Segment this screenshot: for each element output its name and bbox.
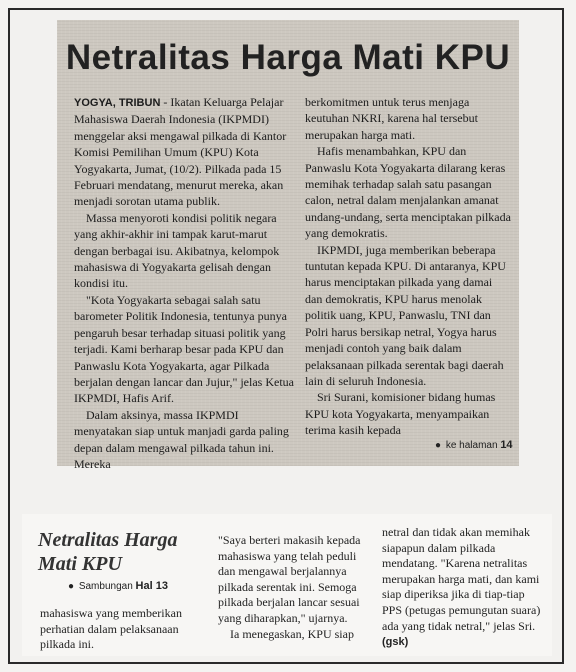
continuation-column-2 bbox=[218, 533, 376, 642]
paragraph: IKPMDI, juga memberikan beberapa tuntutan kepada KPU. Di antaranya, KPU harus menciptakan pilkada yang damai dan demokratis, KPU harus menolak politik uang, KPU, Panwaslu, TNI dan Polri harus bersikap netral, Yogya harus menjadi contoh yang baik dalam pelaksanaan pilkada serentak bagi daerah lain di seluruh Indonesia. bbox=[305, 242, 506, 388]
paragraph: netral dan tidak akan memihak siapapun dalam pilkada mendatang. "Karena netralitas merupakan harga mati, dan kami siap diperiksa jika di tiap-tiap PPS (petugas pemungutan suara) ada yang tidak netral," jelas Sri. bbox=[382, 525, 541, 633]
continuation-column-1 bbox=[40, 606, 205, 653]
sambungan-page: Hal 13 bbox=[135, 580, 168, 592]
continuation-clipping bbox=[22, 514, 552, 656]
dateline: YOGYA, TRIBUN bbox=[74, 97, 161, 109]
paragraph: Dalam aksinya, massa IKPMDI menyatakan siap untuk manjadi garda paling depan dalam mengawal pilkada tahun ini. Mereka bbox=[74, 407, 289, 471]
jump-page: 14 bbox=[500, 439, 513, 451]
bullet-icon: ● bbox=[435, 440, 442, 451]
article-headline: Netralitas Harga Mati KPU bbox=[65, 38, 511, 77]
paragraph: - Ikatan Keluarga Pelajar Mahasiswa Daerah Indonesia (IKPMDI) menggelar aksi mengawal pilkada di Kantor Komisi Pemilihan Umum (KPU) Kota Yogyakarta, Jumat, (10/2). Pilkada pada 15 Februari mendatang, menurut mereka, akan menjadi sorotan utama publik. bbox=[74, 95, 287, 209]
continuation-column-3 bbox=[382, 525, 544, 651]
article-column-2 bbox=[305, 94, 511, 439]
main-article-clipping bbox=[57, 20, 519, 471]
continued-on-page bbox=[435, 439, 513, 451]
article-column-1 bbox=[74, 94, 295, 472]
jump-label: ke halaman bbox=[445, 440, 498, 451]
author-signoff: (gsk) bbox=[382, 636, 409, 649]
sambungan-label: Sambungan bbox=[78, 581, 133, 592]
continuation-headline: Netralitas Harga Mati KPU bbox=[38, 529, 178, 575]
paragraph: Hafis menambahkan, KPU dan Panwaslu Kota Yogyakarta dilarang keras memihak terhadap salah satu pasangan calon, netral dalam menjalankan amanat undang-undang, serta menciptakan pilkada yang demokratis. bbox=[305, 144, 511, 241]
paragraph: "Kota Yogyakarta sebagai salah satu barometer Politik Indonesia, tentunya punya pengaruh besar terhadap situasi politik yang terjadi. Kami berharap besar pada KPU dan Panwaslu Kota Yogyakarta, agar Pilkada berjalan dengan lancar dan Jujur," jelas Ketua IKPMDI, Hafis Arif. bbox=[74, 292, 294, 406]
paragraph: Ia menegaskan, KPU siap bbox=[230, 626, 354, 641]
paragraph: berkomitmen untuk terus menjaga keutuhan NKRI, karena hal tersebut merupakan harga mati. bbox=[305, 95, 478, 142]
paragraph: mahasiswa yang memberikan perhatian dalam pelaksanaan pilkada ini. bbox=[40, 606, 182, 652]
paragraph: "Saya berteri makasih kepada mahasiswa yang telah peduli dan mengawal berjalannya pilkada serentak ini. Semoga pilkada berjalan lancar sesuai yang diharapkan," ujarnya. bbox=[218, 533, 361, 625]
bullet-icon: ● bbox=[68, 581, 75, 592]
paragraph: Massa menyoroti kondisi politik negara yang akhir-akhir ini tampak karut-marut dengan berbagai isu. Akibatnya, kelompok mahasiswa di Yogyakarta gelisah dengan kondisi itu. bbox=[74, 210, 280, 291]
continued-from-page bbox=[68, 580, 168, 592]
paragraph: Sri Surani, komisioner bidang humas KPU kota Yogyakarta, menyampaikan terima kasih kepada bbox=[305, 390, 496, 438]
